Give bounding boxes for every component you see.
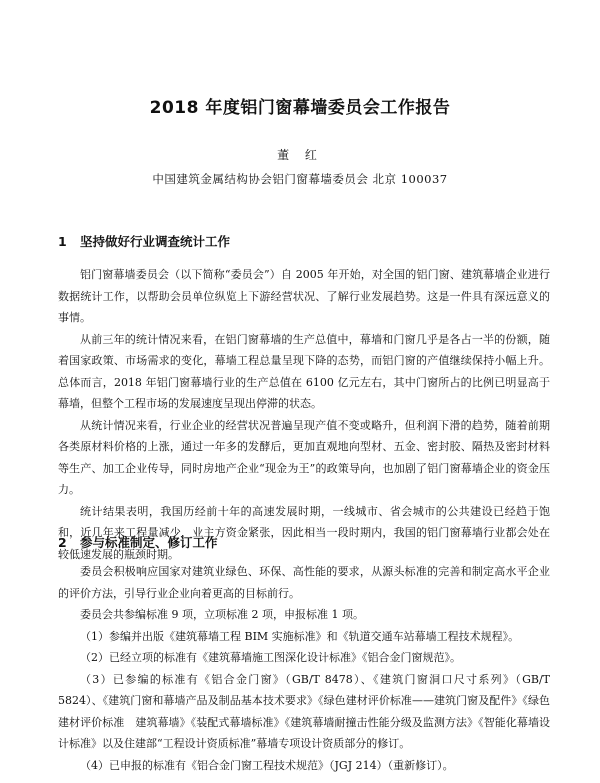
author-name: 董 红 xyxy=(277,148,323,162)
paragraph: 从统计情况来看，行业企业的经营状况普遍呈现产值不变或略升，但利润下滑的趋势，随着前期各类原材料价格的上涨，通过一年多的发酵后，更加直观地向型材、五金、密封胶、隔热及密封材料等生产、加工企业传导，同时房地产企业“现金为王”的政策导向，也加剧了铝门窗幕墙企业的资金压力。 xyxy=(58,418,550,496)
section-number: 2 xyxy=(58,535,67,550)
section-title: 参与标准制定、修订工作 xyxy=(80,535,218,550)
section-1 xyxy=(58,232,550,565)
paragraph: 从前三年的统计情况来看，在铝门窗幕墙的生产总值中，幕墙和门窗几乎是各占一半的份额，随着国家政策、市场需求的变化，幕墙工程总量呈现下降的态势，而铝门窗的产值继续保持小幅上升。总体而言，2018 年铝门窗幕墙行业的生产总值在 6100 亿元左右，其中门窗所占的比例已明显高于幕墙，但整个工程市场的发展速度呈现出停滞的状态。 xyxy=(58,332,550,410)
paragraph: 委员会共参编标准 9 项，立项标准 2 项，申报标准 1 项。 xyxy=(80,608,364,621)
list-item: （4）已申报的标准有《铝合金门窗工程技术规范》（JGJ 214）（重新修订）。 xyxy=(80,758,454,772)
author-affiliation: 中国建筑金属结构协会铝门窗幕墙委员会 北京 100037 xyxy=(152,172,448,186)
paragraph: 统计结果表明，我国历经前十年的高速发展时期，一线城市、省会城市的公共建设已经趋于饱和，近几年来工程量减少，业主方资金紧张，因此相当一段时期内，我国的铝门窗幕墙行业都会处在较低速发展的瓶颈时期。 xyxy=(58,504,550,561)
section-number: 1 xyxy=(58,234,67,249)
list-item: （2）已经立项的标准有《建筑幕墙施工图深化设计标准》《铝合金门窗规范》。 xyxy=(80,651,461,664)
section-2 xyxy=(58,533,550,776)
list-item: （3）已参编的标准有《铝合金门窗》（GB/T 8478）、《建筑门窗洞口尺寸系列》（GB/T 5824）、《建筑门窗和幕墙产品及制品基本技术要求》《绿色建材评价标准——建筑门窗及配件》《绿色建材评价标准 建筑幕墙》《装配式幕墙标准》《建筑幕墙耐撞击性能分级及监测方法》《智能化幕墙设计标准》以及住建部“工程设计资质标准”幕墙专项设计资质部分的修订。 xyxy=(58,672,550,750)
section-heading xyxy=(58,232,550,252)
paragraph: 委员会积极响应国家对建筑业绿色、环保、高性能的要求，从源头标准的完善和制定高水平企业的评价方法，引导行业企业向着更高的目标前行。 xyxy=(58,565,550,600)
paragraph: 铝门窗幕墙委员会（以下简称“委员会”）自 2005 年开始，对全国的铝门窗、建筑幕墙企业进行数据统计工作，以帮助会员单位纵览上下游经营状况、了解行业发展趋势。这是一件具有深远意义的事情。 xyxy=(58,268,550,324)
list-item: （1）参编并出版《建筑幕墙工程 BIM 实施标准》和《轨道交通车站幕墙工程技术规程》。 xyxy=(80,629,520,643)
section-heading xyxy=(58,533,550,553)
section-title: 坚持做好行业调查统计工作 xyxy=(80,234,231,249)
report-title: 2018 年度铝门窗幕墙委员会工作报告 xyxy=(149,98,451,118)
